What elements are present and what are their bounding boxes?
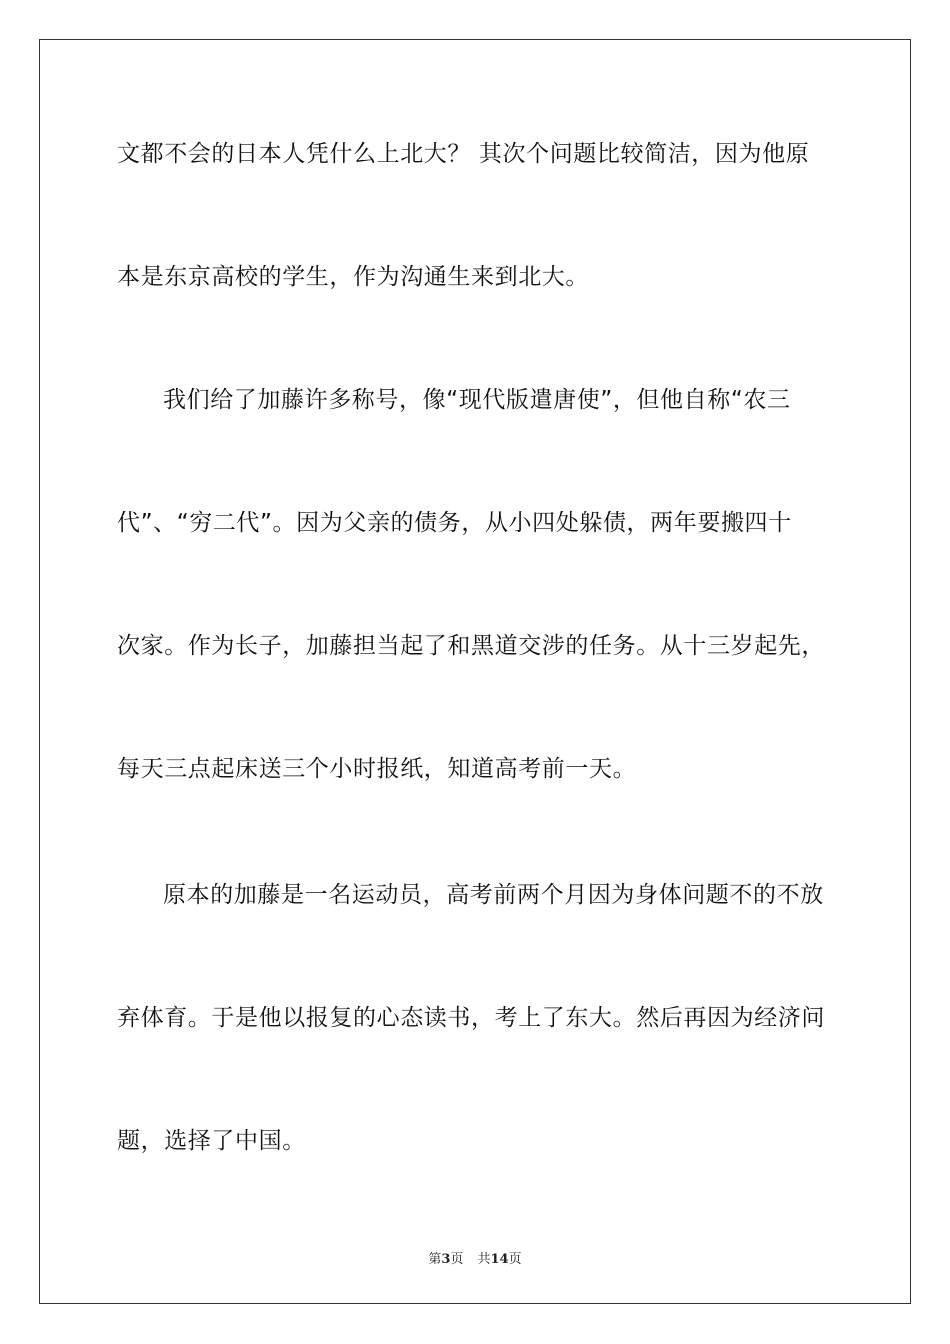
total-pages-number: 14 xyxy=(490,1252,509,1267)
paragraph-start-line: 原本的加藤是一名运动员，高考前两个月因为身体问题不的不放 xyxy=(163,882,824,908)
page-suffix: 页 xyxy=(450,1252,464,1267)
paragraph-start-line: 我们给了加藤许多称号，像“现代版遣唐使”，但他自称“农三 xyxy=(163,387,791,413)
text-line: 弃体育。于是他以报复的心态读书，考上了东大。然后再因为经济问 xyxy=(117,1005,825,1031)
current-page-number: 3 xyxy=(441,1252,451,1267)
page-border xyxy=(39,39,911,1304)
text-line: 每天三点起床送三个小时报纸，知道高考前一天。 xyxy=(117,756,637,782)
text-line: 文都不会的日本人凭什么上北大？ 其次个问题比较简洁，因为他原 xyxy=(117,141,810,167)
text-line: 代”、“穷二代”。因为父亲的债务，从小四处躲债，两年要搬四十 xyxy=(117,510,792,536)
text-line: 本是东京高校的学生，作为沟通生来到北大。 xyxy=(117,264,589,290)
page-prefix: 第 xyxy=(428,1252,442,1267)
text-line: 次家。作为长子，加藤担当起了和黑道交涉的任务。从十三岁起先， xyxy=(117,633,825,659)
total-suffix: 页 xyxy=(508,1252,522,1267)
text-line: 题，选择了中国。 xyxy=(117,1128,306,1154)
page-footer xyxy=(0,1248,950,1267)
total-prefix: 共 xyxy=(477,1252,491,1267)
